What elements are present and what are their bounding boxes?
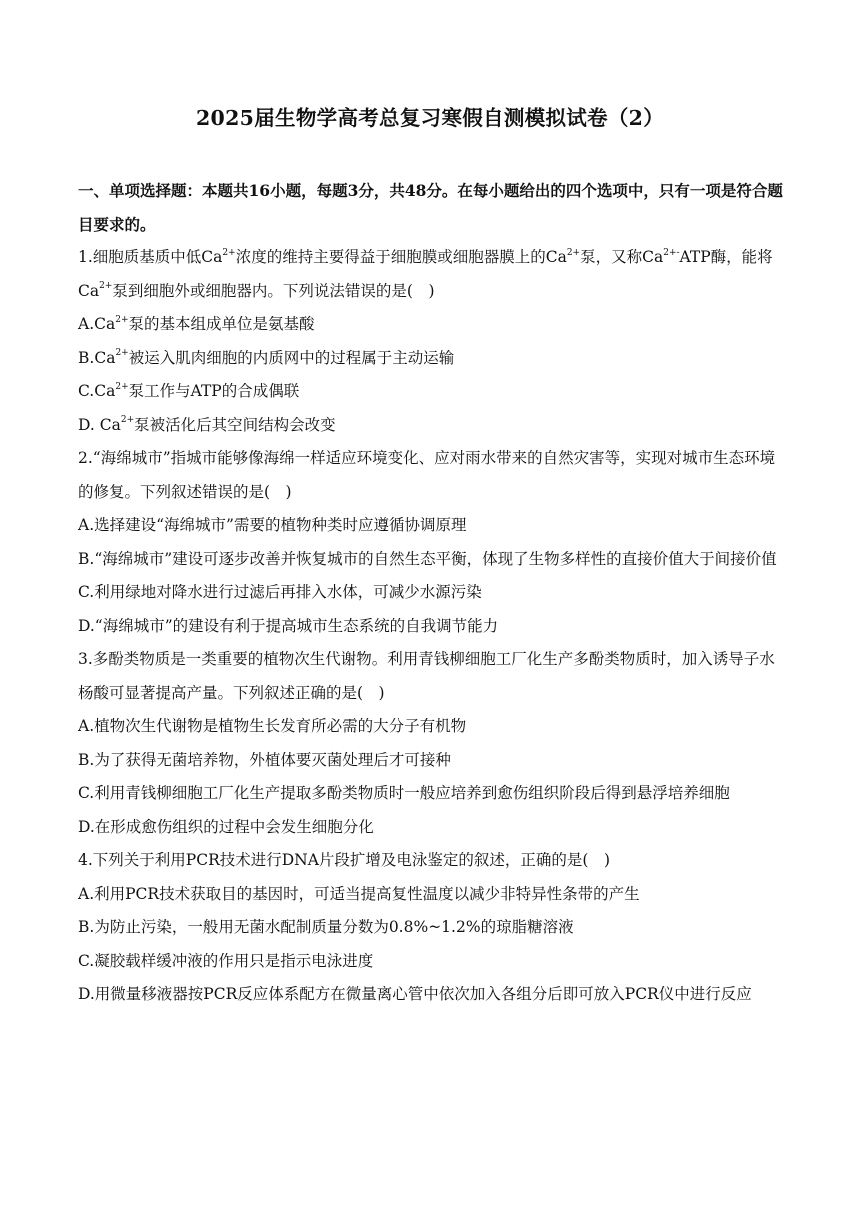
question-4-option-c: C.凝胶载样缓冲液的作用只是指示电泳进度 [78, 951, 374, 970]
exam-title: 2025届生物学高考总复习寒假自测模拟试卷（2） [195, 106, 665, 130]
ca-charge: 2+ [115, 381, 129, 392]
ca-charge: 2+ [120, 415, 135, 426]
question-1-option-b [78, 342, 790, 376]
ca-ion: Ca [545, 248, 567, 266]
option-prefix: A. [78, 315, 95, 333]
question-list [78, 241, 790, 1012]
ca-ion: Ca [78, 281, 100, 300]
question-1-option-a [78, 308, 790, 342]
option-text: 泵工作与ATP的合成偶联 [128, 382, 300, 400]
option-prefix: C. [78, 382, 95, 400]
question-3-option-d: D.在形成愈伤组织的过程中会发生细胞分化 [78, 817, 374, 836]
question-3-option-b: B.为了获得无菌培养物，外植体要灭菌处理后才可接种 [78, 750, 451, 769]
question-4-stem: 4.下列关于利用PCR技术进行DNA片段扩增及电泳鉴定的叙述，正确的是( ) [78, 851, 611, 869]
ca-ion: Ca [94, 315, 116, 333]
ca-ion: Ca [94, 382, 116, 400]
q1-stem-part: ATP酶，能将 [679, 248, 773, 266]
question-4-option-a: A.利用PCR技术获取目的基因时，可适当提高复性温度以减少非特异性条带的产生 [78, 884, 640, 903]
q1-stem-part: 泵到细胞外或细胞器内。下列说法错误的是( ) [112, 281, 435, 300]
ca-charge: 2+ [115, 314, 129, 325]
ca-ion: Ca [201, 248, 223, 266]
ca-ion: Ca [99, 415, 121, 434]
question-1-option-d [78, 409, 790, 443]
ca-charge: 2+ [566, 247, 581, 258]
ca-charge: 2+ [115, 348, 129, 359]
question-4-option-b: B.为防止污染，一般用无菌水配制质量分数为0.8%~1.2%的琼脂糖溶液 [78, 918, 574, 936]
question-1-stem [78, 241, 790, 308]
option-text: 被运入肌肉细胞的内质网中的过程属于主动运输 [128, 348, 455, 367]
q1-stem-part: 泵，又称 [580, 248, 643, 266]
question-2-option-d: D.“海绵城市”的建设有利于提高城市生态系统的自我调节能力 [78, 616, 499, 635]
question-1-option-c [78, 375, 790, 409]
question-4-option-d: D.用微量移液器按PCR反应体系配方在微量离心管中依次加入各组分后即可放入PCR仪中进行反应 [78, 985, 752, 1003]
question-3-option-a: A.植物次生代谢物是植物生长发育所必需的大分子有机物 [78, 717, 467, 735]
option-prefix: B. [78, 348, 95, 367]
option-prefix: D. [78, 415, 100, 434]
option-text: 泵的基本组成单位是氨基酸 [128, 315, 315, 333]
question-3-stem: 3.多酚类物质是一类重要的植物次生代谢物。利用青钱柳细胞工厂化生产多酚类物质时，加入诱导子水杨酸可显著提高产量。下列叙述正确的是( ) [78, 650, 775, 702]
question-2-option-b: B.“海绵城市”建设可逐步改善并恢复城市的自然生态平衡，体现了生物多样性的直接价值大于间接价值 [78, 549, 777, 568]
q1-stem-part: 1.细胞质基质中低 [78, 248, 202, 266]
section-heading: 一、单项选择题：本题共16小题，每题3分，共48分。在每小题给出的四个选项中，只有一项是符合题目要求的。 [78, 181, 783, 234]
option-text: 泵被活化后其空间结构会改变 [134, 415, 336, 434]
question-2-stem: 2.“海绵城市”指城市能够像海绵一样适应环境变化、应对雨水带来的自然灾害等，实现对城市生态环境的修复。下列叙述错误的是( ) [78, 449, 776, 501]
question-3-option-c: C.利用青钱柳细胞工厂化生产提取多酚类物质时一般应培养到愈伤组织阶段后得到悬浮培养细胞 [78, 784, 730, 802]
question-2-option-a: A.选择建设“海绵城市”需要的植物种类时应遵循协调原理 [78, 516, 467, 534]
question-2-option-c: C.利用绿地对降水进行过滤后再排入水体，可减少水源污染 [78, 583, 482, 601]
ca-charge: 2+- [663, 247, 680, 258]
ca-charge: 2+ [222, 247, 236, 258]
ca-ion: Ca [642, 248, 664, 266]
q1-stem-part: 浓度的维持主要得益于细胞膜或细胞器膜上的 [235, 248, 546, 266]
ca-charge: 2+ [99, 281, 113, 292]
ca-ion: Ca [94, 348, 116, 367]
